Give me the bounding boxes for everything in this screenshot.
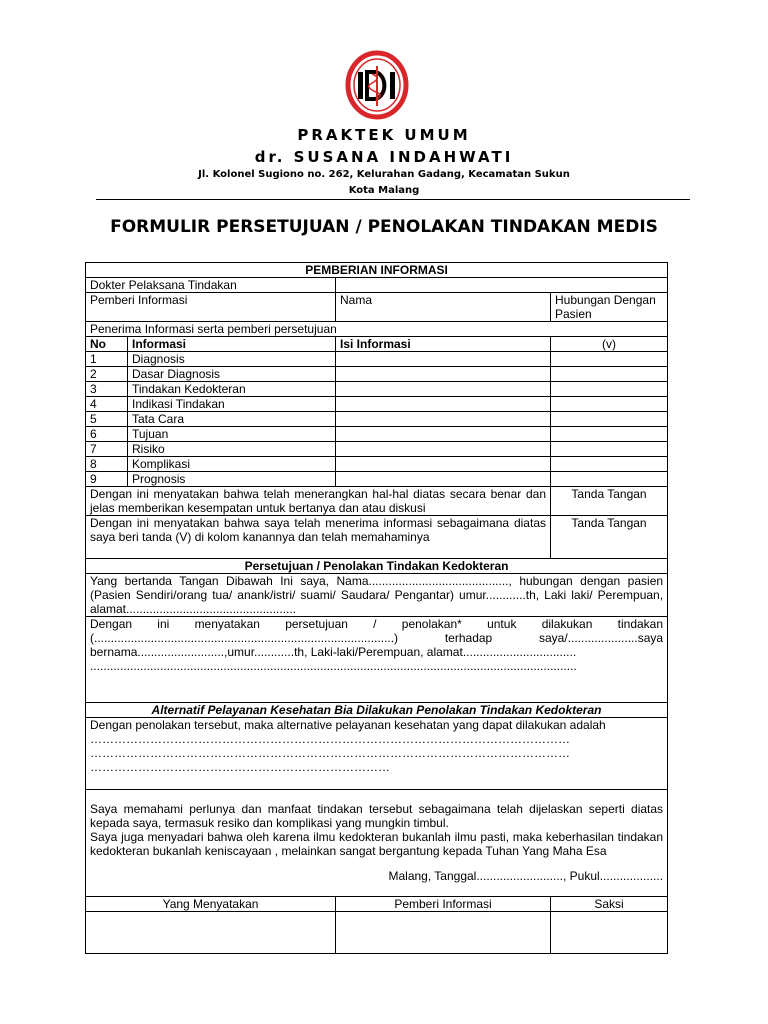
row-no: 5 xyxy=(86,412,128,427)
statement-pemberi: Dengan ini menyatakan bahwa telah menerangkan hal-hal diatas secara benar dan jelas memberikan kesempatan untuk bertanya dan atau diskusi xyxy=(86,487,551,516)
city-line: Kota Malang xyxy=(348,185,420,196)
closing-understanding: Saya memahami perlunya dan manfaat tindakan tersebut sebagaimana telah dijelaskan seperti diatas kepada saya, termasuk resiko dan komplikasi yang mungkin timbul. xyxy=(90,802,664,830)
row-no: 1 xyxy=(86,352,128,367)
row-no: 8 xyxy=(86,457,128,472)
table-row xyxy=(86,382,668,397)
table-row xyxy=(86,397,668,412)
table-row xyxy=(86,367,668,382)
alt-dots: ………………………………………………………………… xyxy=(90,760,390,774)
isi-field[interactable] xyxy=(336,427,551,442)
isi-field[interactable] xyxy=(336,457,551,472)
tanda-tangan-label: Tanda Tangan xyxy=(551,516,668,559)
row-no: 6 xyxy=(86,427,128,442)
row-label: Diagnosis xyxy=(128,352,336,367)
row-label: Tujuan xyxy=(128,427,336,442)
tanda-tangan-label: Tanda Tangan xyxy=(551,487,668,516)
row-label: Indikasi Tindakan xyxy=(128,397,336,412)
doctor-name: dr. SUSANA INDAHWATI xyxy=(254,148,514,166)
isi-field[interactable] xyxy=(336,352,551,367)
row-label: Tata Cara xyxy=(128,412,336,427)
penerima-label: Penerima Informasi serta pemberi persetujuan xyxy=(86,322,668,337)
pemberi-label: Pemberi Informasi xyxy=(86,293,336,322)
row-no: 9 xyxy=(86,472,128,487)
col-no: No xyxy=(86,337,128,352)
alt-dots: ………………………………………………………………………………………………………… xyxy=(90,732,570,746)
row-label: Prognosis xyxy=(128,472,336,487)
isi-field[interactable] xyxy=(336,412,551,427)
info-heading: PEMBERIAN INFORMASI xyxy=(86,263,668,278)
check-field[interactable] xyxy=(551,442,668,457)
row-label: Dasar Diagnosis xyxy=(128,367,336,382)
table-row xyxy=(86,412,668,427)
sig-pemberi-field[interactable] xyxy=(336,912,551,954)
isi-field[interactable] xyxy=(336,442,551,457)
sig-saksi-field[interactable] xyxy=(551,912,668,954)
consent-form-table xyxy=(85,262,668,954)
table-row xyxy=(86,457,668,472)
place-date: Malang, Tanggal.........................., Pukul................... xyxy=(388,869,664,883)
isi-field[interactable] xyxy=(336,367,551,382)
row-label: Risiko xyxy=(128,442,336,457)
idi-logo xyxy=(345,50,409,120)
table-row xyxy=(86,427,668,442)
dokter-field[interactable] xyxy=(336,278,668,293)
isi-field[interactable] xyxy=(336,382,551,397)
consent-statement: Dengan ini menyatakan persetujuan / penolakan* untuk dilakukan tindakan (..........................................................................................) terhadap saya/.....................saya bernama..........................,umur............th, Laki-laki/Perempuan, alamat.................................. xyxy=(90,617,664,659)
isi-field[interactable] xyxy=(336,472,551,487)
closing-awareness: Saya juga menyadari bahwa oleh karena ilmu kedokteran bukanlah ilmu pasti, maka keberhasilan tindakan kedokteran bukanlah keniscayaan , melainkan sangat bergantung kepada Tuhan Yang Maha Esa xyxy=(90,830,664,858)
check-field[interactable] xyxy=(551,382,668,397)
row-label: Komplikasi xyxy=(128,457,336,472)
statement-penerima: Dengan ini menyatakan bahwa saya telah menerima informasi sebagaimana diatas saya beri tanda (V) di kolom kanannya dan telah memahaminya xyxy=(86,516,551,559)
check-field[interactable] xyxy=(551,412,668,427)
col-check: (v) xyxy=(551,337,668,352)
row-no: 4 xyxy=(86,397,128,412)
col-isi: Isi Informasi xyxy=(336,337,551,352)
nama-label: Nama xyxy=(336,293,551,322)
consent-identity: Yang bertanda Tangan Dibawah Ini saya, Nama.........................................., hubungan dengan pasien (Pasien Sendiri/orang tua/ anank/istri/ suami/ Saudara/ Pengantar) umur............th, Laki laki/ Perempuan, alamat................................................... xyxy=(86,574,668,617)
consent-dots: .................................................................................................................................................. xyxy=(90,659,577,673)
sig-pemberi-label: Pemberi Informasi xyxy=(336,897,551,912)
row-no: 2 xyxy=(86,367,128,382)
check-field[interactable] xyxy=(551,397,668,412)
check-field[interactable] xyxy=(551,427,668,442)
sig-saksi-label: Saksi xyxy=(551,897,668,912)
alt-dots: ………………………………………………………………………………………………………… xyxy=(90,746,570,760)
alt-text: Dengan penolakan tersebut, maka alternative pelayanan kesehatan yang dapat dilakukan adalah xyxy=(90,718,606,732)
sig-menyatakan-field[interactable] xyxy=(86,912,336,954)
table-row xyxy=(86,442,668,457)
table-row xyxy=(86,472,668,487)
form-title: FORMULIR PERSETUJUAN / PENOLAKAN TINDAKAN MEDIS xyxy=(110,217,658,237)
row-no: 3 xyxy=(86,382,128,397)
sig-menyatakan-label: Yang Menyatakan xyxy=(86,897,336,912)
check-field[interactable] xyxy=(551,352,668,367)
isi-field[interactable] xyxy=(336,397,551,412)
consent-heading: Persetujuan / Penolakan Tindakan Kedokteran xyxy=(86,559,668,574)
table-row xyxy=(86,352,668,367)
check-field[interactable] xyxy=(551,367,668,382)
check-field[interactable] xyxy=(551,457,668,472)
row-label: Tindakan Kedokteran xyxy=(128,382,336,397)
col-informasi: Informasi xyxy=(128,337,336,352)
clinic-type: PRAKTEK UMUM xyxy=(297,126,471,144)
address-line: Jl. Kolonel Sugiono no. 262, Kelurahan Gadang, Kecamatan Sukun xyxy=(198,169,570,180)
check-field[interactable] xyxy=(551,472,668,487)
header-divider xyxy=(96,199,690,200)
dokter-label: Dokter Pelaksana Tindakan xyxy=(86,278,336,293)
hubungan-label: Hubungan Dengan Pasien xyxy=(551,293,668,322)
row-no: 7 xyxy=(86,442,128,457)
alt-heading: Alternatif Pelayanan Kesehatan Bia Dilakukan Penolakan Tindakan Kedokteran xyxy=(86,703,668,718)
